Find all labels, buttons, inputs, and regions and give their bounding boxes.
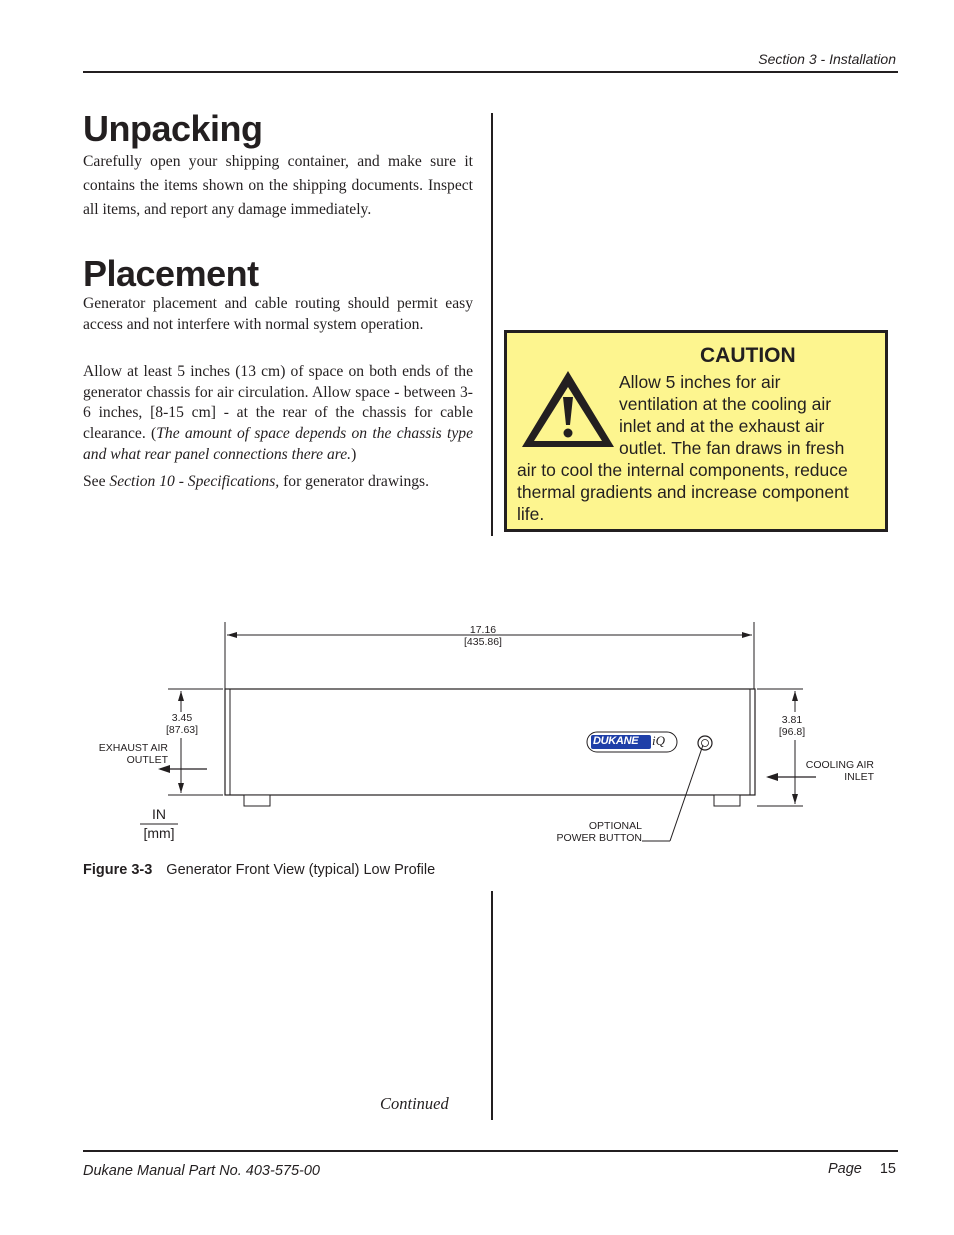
left-height-arrow-top [178, 691, 184, 701]
placement-p3-prefix: See [83, 473, 110, 490]
width-dimension-label: 17.16 [435.86] [464, 624, 502, 648]
figure-caption-text: Generator Front View (typical) Low Profile [166, 862, 436, 878]
unpacking-heading: Unpacking [83, 108, 263, 149]
placement-heading: Placement [83, 253, 259, 294]
column-divider-bottom [491, 891, 493, 1120]
figure-caption-label: Figure 3-3 [83, 862, 153, 878]
caution-box [504, 330, 888, 532]
cooling-arrow-head [766, 773, 778, 781]
right-height-arrow-top [792, 691, 798, 701]
figure-caption [83, 862, 435, 878]
footer-page [828, 1161, 896, 1177]
chassis-foot-left [244, 795, 270, 806]
footer-part-number: Dukane Manual Part No. 403-575-00 [83, 1163, 320, 1179]
placement-p2-close: ) [351, 445, 357, 463]
right-height-label: 3.81 [96.8] [778, 714, 806, 738]
left-height-arrow-bottom [178, 783, 184, 793]
section-label: Section 3 - Installation [758, 51, 896, 67]
optional-power-button-label: OPTIONAL POWER BUTTON [556, 820, 642, 844]
unpacking-paragraph: Carefully open your shipping container, and make sure it contains the items shown on the shipping documents. Inspect all items, and report any damage immediately. [83, 153, 473, 218]
warning-triangle-icon [517, 367, 619, 453]
cooling-air-inlet-label: COOLING AIR INLET [805, 759, 874, 783]
iq-logo-mark: iQ [652, 733, 665, 748]
footer-rule [83, 1150, 898, 1152]
caution-title: CAUTION [700, 344, 796, 367]
specifications-reference: Section 10 - Specifications, [109, 473, 280, 490]
units-label: IN [mm] [143, 806, 175, 841]
caution-text: Allow 5 inches for air ventilation at the cooling air inlet and at the exhaust air outlet. The fan draws in fresh air to cool the internal components, reduce thermal gradients and increase component life. [517, 372, 849, 524]
column-divider-top [491, 113, 493, 536]
exhaust-arrow-head [158, 765, 170, 773]
power-button-icon [698, 736, 712, 750]
left-height-label: 3.45 [87.63] [165, 712, 199, 736]
width-arrow-left [227, 632, 237, 638]
exhaust-air-outlet-label: EXHAUST AIR OUTLET [98, 742, 168, 766]
caution-text-block [517, 371, 863, 525]
right-height-arrow-bottom [792, 794, 798, 804]
placement-p2-italic: The amount of space depends on the chassis type and what rear panel connections there are. [83, 425, 473, 463]
placement-paragraph-3 [83, 472, 473, 493]
dukane-logo: DUKANE [593, 735, 639, 747]
chassis-foot-right [714, 795, 740, 806]
placement-paragraph-2 [83, 362, 473, 466]
header-rule [83, 71, 898, 73]
continued-label: Continued [380, 1094, 449, 1113]
footer-page-number: 15 [879, 1161, 896, 1177]
width-arrow-right [742, 632, 752, 638]
placement-p3-suffix: for generator drawings. [279, 473, 430, 490]
footer-page-label: Page [827, 1161, 862, 1177]
placement-paragraph-1: Generator placement and cable routing should permit easy access and not interfere with normal system operation. [83, 295, 473, 333]
placement-p2-main: Allow at least 5 inches (13 cm) of space on both ends of the generator chassis for air circulation. Allow space - between 3-6 inches, [8-15 cm] - at the rear of the chassis for cable clearance. ( [83, 363, 473, 443]
